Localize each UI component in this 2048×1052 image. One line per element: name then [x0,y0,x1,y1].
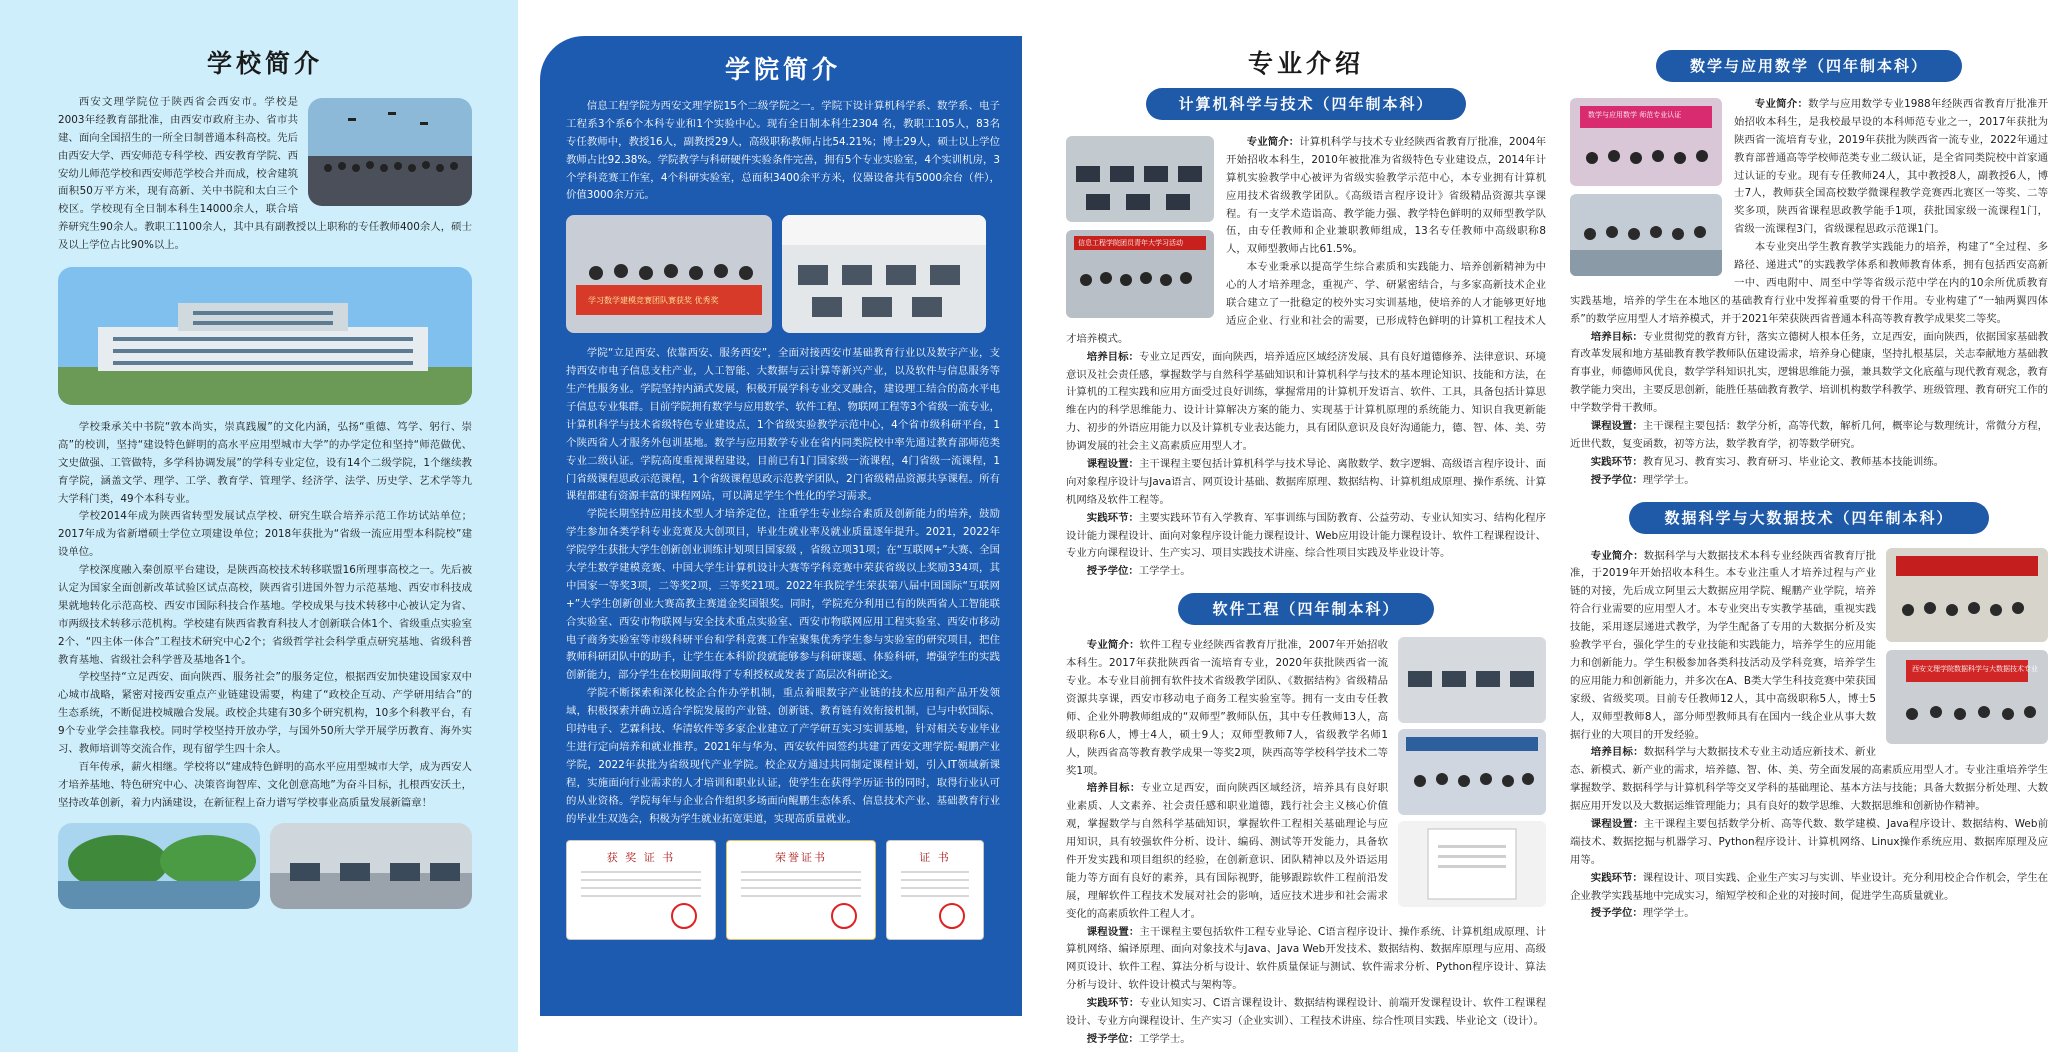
majors-title: 专业介绍 [1247,49,1364,78]
certificate-3-title: 证 书 [919,851,951,865]
math-goal-label: 培养目标： [1590,330,1643,343]
math-goal: 培养目标：专业贯彻党的教育方针，落实立德树人根本任务，立足西安，面向陕西，依据国家基础教育改革发展和地方基础教育教学教师队伍建设需求，培养身心健康，坚持扎根基层，关志奉献地方基础教育事业，师德师风优良，数学学科知识扎实，逻辑思维能力强，兼具数学文化底蕴与现代教育观念，教育教学能力突出，主要反思创新，能胜任基础教育教学、培训机构数学科教学、班级管理、教育研究工作的中学数学骨干教师。 [1570,330,2048,415]
panel-college-intro [518,0,1054,1052]
certificate-2-title: 荣誉证书 [775,851,827,865]
ds-degree-label: 授予学位： [1590,907,1643,920]
math-intro-2: 本专业突出学生教育教学实践能力的培养，构建了“全过程、多路径、递进式”的实践教学体系和教师教育体系，拥有包括西安高新一中、西电附中、周至中学等省级示范中学在内的10余所优质教育实践基地，培养的学生在本地区的基础教育行业中发挥着重要的骨干作用。专业构建了“一轴两翼四体系”的数学应用型人才培养模式，并于2021年荣获陕西省普通本科高等教育教学成果奖二等奖。 [1570,241,2048,325]
math-degree-label: 授予学位： [1590,473,1643,486]
se-degree-label: 授予学位： [1086,1032,1139,1045]
math-event-photo [1570,98,1722,186]
se-degree: 授予学位：工学学士。 [1086,1032,1191,1045]
math-intro-label: 专业简介： [1754,98,1809,110]
certificate-3 [886,840,984,940]
cs-practice-label: 实践环节： [1086,511,1139,524]
se-practice: 实践环节：专业认知实习、C语言课程设计、数据结构课程设计、前端开发课程设计、软件工程课程设计、专业方向课程设计、生产实习（企业实训）、工程技术讲座、综合性项目实践、毕业论文（设计）。 [1066,997,1546,1027]
math-course: 课程设置：主干课程主要包括：数学分析，高等代数，解析几何，概率论与数理统计，常微分方程，近世代数，复变函数，初等方法，数学教育学，初等数学研究。 [1570,420,2048,450]
cs-banner-text: 信息工程学院团员青年大学习活动 [1078,239,1183,247]
cs-degree: 授予学位：工学学士。 [1086,565,1191,578]
pill-computer-science: 计算机科学与技术（四年制本科） [1146,88,1466,120]
pill-data-science: 数据科学与大数据技术（四年制本科） [1629,502,1989,534]
pill-software-engineering: 软件工程（四年制本科） [1178,593,1434,625]
seal-icon [671,903,697,929]
cs-lab-photo [1066,136,1214,222]
se-goal-label: 培养目标： [1086,782,1141,795]
cs-photos [1066,136,1214,318]
panel-school-intro [0,0,518,1052]
ds-photos [1886,548,2048,744]
se-intro: 专业简介：软件工程专业经陕西省教育厅批准，2007年开始招收本科生。2017年获批陕西省一流培育专业，2020年获批陕西省一流专业。本专业目前拥有软件技术省级教学团队、《数据结构》省级精品资源共享课，西安市移动电子商务工程实验室等。拥有一支由专任教师、企业外聘教师组成的“双师型”教师队伍，其中专任教师13人，高级职称6人，博士4人，硕士9人；双师型教师7人，省级教学名师1人，陕西省高等教育教学成果一等奖2项，陕西高等学校科学技术二等奖1项。 [1066,639,1388,777]
pill-mathematics: 数学与应用数学（四年制本科） [1656,50,1962,82]
ds-banner-text: 西安文理学院数据科学与大数据技术专业 [1912,664,2038,673]
college-blue-card [540,36,1022,1016]
seal-icon [831,903,857,929]
school-para-6: 百年传承，薪火相继。学校将以“建成特色鲜明的高水平应用型城市大学，成为西安人才培养基地、特色研究中心、决策咨询智库、文化创意高地”为奋斗目标，扎根西安沃土，坚持改革创新，着力内涵建设，在新征程上奋力谱写学校事业高质量发展新篇章！ [58,760,472,809]
college-para-4: 学院不断探索和深化校企合作办学机制，重点着眼数字产业链的技术应用和产品开发领域，积极探索并确立适合学院发展的产业链、创新链、教育链有效衔接机制，已与中软国际、印持电子、艺霖科技、华清软件等多家企业建立了产学研互实习实训基地，针对相关专业毕业生进行定向培养和就业推荐。2021年与华为、西安软件园签约共建了西安文理学院-鲲鹏产业学院，2022年获批为省级现代产业学院。校企双方通过共同制定课程计划，引入IT领域新课程，实施面向行业需求的人才培训和职业认证，使学生在获得学历证书的同时，取得行业认可的从业资格。学院每年与企业合作组织多场面向鲲鹏生态体系、信息技术产业、基础教育行业的毕业生双选会，积极为学生就业拓宽渠道，实现高质量就业。 [566,687,1000,825]
se-group-photo [1398,729,1546,815]
ds-practice-label: 实践环节： [1590,871,1643,884]
cs-practice: 实践环节：主要实践环节有入学教育、军事训练与国防教育、公益劳动、专业认知实习、结构化程序设计能力课程设计、面向对象程序设计能力课程设计、Web应用设计能力课程设计、软件工程课程设计、专业方向课程设计、生产实习、项目实践技术讲座、综合性项目实践及毕业设计等。 [1066,511,1546,560]
certificate-2 [726,840,876,940]
school-para-5: 学校坚持“立足西安、面向陕西、服务社会”的服务定位，根据西安加快建设国家双中心城市战略，紧密对接西安重点产业链建设需要，构建了“政校企互动、产学研用结合”的生态系统，不断促进校城融合发展。政校企共建有30多个研究机构，10多个科教平台，有9个专业学会挂靠我校。同时学校坚持开放办学，与国外50所大学开展学历教育、海外实习、教师培训等交流合作，现有留学生四十余人。 [58,671,472,756]
math-intro: 专业简介：数学与应用数学专业1988年经陕西省教育厅批准开始招收本科生，是我校最早设的本科师范专业之一，2017年获批为陕西省一流培育专业，2019年获批为陕西省一流专业，2022年通过教育部普通高等学校师范类专业二级认证，是全省同类院校中首家通过认证的专业。现有专任教师24人，其中教授8人，副教授6人，博士7人，教师获全国高校数学微课程教学竞赛西北赛区一等奖、二等奖多项，陕西省课程思政教学能手1项，获批国家级一流课程1门，省级一流课程3门，省级课程思政示范课1门。 [1734,98,2048,236]
ds-goal-label: 培养目标： [1590,746,1644,759]
campus-photo [58,267,472,405]
certificate-1 [566,840,716,940]
se-course-label: 课程设置： [1086,925,1140,938]
cs-goal-label: 培养目标： [1086,350,1139,363]
se-goal: 培养目标：专业立足西安，面向陕西区域经济，培养具有良好职业素质、人文素养、社会责任感和职业道德，践行社会主义核心价值观，掌握数学与自然科学基础知识，掌握软件工程相关基础理论与应用知识，具有较强软件分析、设计、编码、测试等开发能力，具备软件开发实践和项目组织的经验，在创新意识、团队精神以及外语运用能力等方面有良好的素养，具有国际视野，能够跟踪软件工程前沿发展，理解软件工程技术发展对社会的影响，适应技术进步和社会需求变化的高素质软件工程人才。 [1066,782,1389,920]
se-certificate-photo [1398,821,1546,907]
ds-practice: 实践环节：课程设计、项目实践、企业生产实习与实训、毕业设计。充分利用校企合作机会，学生在企业教学实践基地中完成实习，缩短学校和企业的对接时间，促进学生高质量就业。 [1570,871,2048,902]
cs-goal: 培养目标：专业立足西安，面向陕西，培养适应区域经济发展、具有良好道德修养、法律意识、环境意识及社会责任感，掌握数学与自然科学基础知识和计算机科学与技术的基本理论知识、技能和方法，在计算机的工程实践和应用方面受过良好训练，掌握常用的计算机开发语言、软件、工具，具备包括计算思维在内的科学思维能力、设计计算解决方案的能力、实现基于计算机原理的系统能力、知识自我更新能力、初步的外语应用能力以及计算机专业表达能力，具有团队意识及良好沟通能力，德、智、体、美、劳协调发展的社会主义高素质应用型人才。 [1066,350,1546,453]
se-practice-label: 实践环节： [1086,997,1140,1010]
math-group-photo [1570,194,1722,276]
math-practice: 实践环节：教育见习、教育实习、教育研习、毕业论文、教师基本技能训练。 [1590,455,1945,468]
math-banner-text: 数学与应用数学 师范专业认证 [1588,111,1682,119]
math-course-label: 课程设置： [1590,420,1643,433]
school-para-2: 学校秉承关中书院“敦本尚实，崇真践履”的文化内涵，弘扬“重德、笃学、躬行、崇高”的校训，坚持“建设特色鲜明的高水平应用型城市大学”的办学定位和坚持“师范做优、文史做强、工管做特，多学科协调发展”的学科专业定位，设有14个二级学院，1个继续教育学院，涵盖文学、理学、工学、教育学、管理学、经济学、法学、历史学、艺术学等九大学科门类，49个本科专业。 [58,421,472,505]
college-para-2: 学院“立足西安、依靠西安、服务西安”，全面对接西安市基础教育行业以及数字产业，支持西安市电子信息支柱产业，人工智能、大数据与云计算等新兴产业，以及软件与信息服务等生产性服务业。学院坚持内涵式发展，积极开展学科专业交叉融合，建设理工结合的高水平电子信息专业集群。目前学院拥有数学与应用数学、软件工程、物联网工程等3个省级一流专业，计算机科学与技术省级特色专业建设点，1个省级实验教学示范中心，4个省市级科研平台，1个陕西省人才服务外包训基地。数学与应用数学专业在省内同类院校中率先通过教育部师范类专业二级认证。学院高度重视课程建设，目前已有1门国家级一流课程，4门省级一流课程，1门省级课程思政示范课程，1个省级课程思政示范教学团队，2门省级精品资源共享课程。所有课程都建有资源丰富的课程网站，可以满足学生个性化的学习需求。 [566,347,1000,503]
school-para-1: 西安文理学院位于陕西省会西安市。学校是2003年经教育部批准，由西安市政府主办、省市共建、面向全国招生的一所全日制普通本科高校。先后由西安大学、西安师范专科学校、西安教育学院、西安幼儿师范学校和西安师范学校合并而成，校舍建筑面积50万平方米，现有高新、关中书院和太白三个校区。学校现有全日制本科生14000余人，联合培养研究生90余人。教职工1100余人，其中具有副教授以上职称的专任教师400余人，硕士及以上学位占比90%以上。 [58,96,472,252]
library-photo [270,823,472,909]
school-para-3: 学校2014年成为陕西省转型发展试点学校、研究生联合培养示范工作坊试站单位；2017年成为省新增硕士学位立项建设单位；2018年获批为“省级一流应用型本科院校”建设单位。 [58,510,472,559]
cs-degree-label: 授予学位： [1086,565,1139,578]
math-practice-label: 实践环节： [1590,455,1643,468]
ds-intro: 专业简介：数据科学与大数据技术本科专业经陕西省教育厅批准，于2019年开始招收本科生。本专业注重人才培养过程与产业链的对接，先后成立阿里云大数据应用学院、鲲鹏产业学院，培养符合行业需要的应用型人才。本专业突出专实教学基础，重视实践技能，采用逐层递进式教学，为学生配备了专用的大数据分析及实验教学平台，强化学生的专业技能和实践能力，培养学生的应用能力和创新能力。学生积极参加各类科技活动及学科竞赛，培养学生的应用能力和创新能力，并多次在A、B类大学生科技竞赛中荣获国家级、省级奖项。目前专任教师12人，其中高级职称5人，博士5人，双师型教师8人，部分师型教师具有在国内一线企业从事大数据行业的大项目的开发经验。 [1570,549,1877,741]
cs-course-label: 课程设置： [1086,458,1139,471]
award-team-photo [566,215,772,333]
ds-course-label: 课程设置： [1590,817,1644,830]
graduation-photo [308,98,472,206]
certificate-1-title: 获 奖 证 书 [606,851,676,865]
math-photos [1570,98,1722,276]
seal-icon [939,903,965,929]
cs-intro-label: 专业简介： [1246,136,1300,148]
se-lab-photo [1398,637,1546,723]
ds-event-photo [1886,548,2048,642]
school-title: 学校简介 [206,49,323,78]
cs-intro: 专业简介：计算机科学与技术专业经陕西省教育厅批准，2004年开始招收本科生，2010年被批准为省级特色专业建设点，2014年计算机实验教学中心被评为省级实验教学示范中心，本专业拥有计算机应用技术省级教学团队。《高级语言程序设计》省级精品资源共享课程。有一支学术造诣高、教学能力强、教学特色鲜明的双师型教学队伍，由专任教师和企业兼职教师组成，13名专任教师中高级职称8人，双师型教师占比61.5%。 [1226,136,1546,256]
panel-majors-2 [1558,0,2048,1052]
se-photos [1398,637,1546,907]
computer-lab-photo [782,215,986,333]
ds-intro-label: 专业简介： [1590,549,1644,562]
college-para-1: 信息工程学院为西安文理学院15个二级学院之一。学院下设计算机科学系、数学系、电子工程系3个系6个本科专业和1个实验中心。现有全日制本科生2304 名，教职工105人，83名专任教师中，教授16人，副教授29人，高级职称教师占比54.21%；博士29人，硕士以上学位教师占比92.38%。学院教学与科研硬件实验条件完善，拥有5个专业实验室，4个实训机房，3个学科竞赛工作室，4个科研实验室，总面积3400余平方米，仪器设备共有5000余台（件），价值3000余万元。 [566,100,1000,202]
award-banner-text: 学习数学建模竞赛团队赛获奖 优秀奖 [588,296,719,306]
cs-group-photo [1066,230,1214,318]
ds-degree: 授予学位：理学学士。 [1590,907,1695,920]
cs-course: 课程设置：主干课程主要包括计算机科学与技术导论、离散数学、数字逻辑、高级语言程序设计、面向对象程序设计与Java语言、网页设计基础、数据库原理、数据结构、计算机组成原理、操作系统、计算机网络及软件工程等。 [1066,458,1546,506]
panel-majors-1 [1054,0,1558,1052]
college-title: 学院简介 [724,55,841,84]
math-degree: 授予学位：理学学士。 [1590,473,1695,486]
ds-group-photo [1886,650,2048,744]
ds-course: 课程设置：主干课程主要包括数学分析、高等代数、数学建模、Java程序设计、数据结构、Web前端技术、数据挖掘与机器学习、Python程序设计、计算机网络、Linux操作系统应用、数据库原理及应用等。 [1570,817,2048,866]
lake-photo [58,823,260,909]
se-intro-label: 专业简介： [1086,639,1140,652]
se-course: 课程设置：主干课程主要包括软件工程专业导论、C语言程序设计、操作系统、计算机组成原理、计算机网络、编译原理、面向对象技术与Java、Java Web开发技术、数据结构、数据库原理与应用、高级网页设计、软件工程、算法分析与设计、软件质量保证与测试、软件需求分析、Python程序设计、算法分析与设计、软件设计模式与架构等。 [1066,925,1546,992]
college-para-3: 学院长期坚持应用技术型人才培养定位，注重学生专业综合素质及创新能力的培养，鼓励学生参加各类学科专业竞赛及大创项目，毕业生就业率及就业质量逐年提升。2021，2022年学院学生获批大学生创新创业训练计划项目国家级 ，省级立项31项；在“互联网+”大赛、全国大学生数学建模竞赛、中国大学生计算机设计大赛等学科竞赛中荣获省级以上奖励334项，其中国家一等奖3项，二等奖2项，三等奖21项。2022年我院学生荣获第八届中国国际“互联网+”大学生创新创业大赛高教主赛道金奖国银奖。同时，学院充分利用已有的陕西省人工智能联合实验室、西安市物联网与安全技术重点实验室、西安市物联网应用工程实验室、西安市移动电子商务实验室等市级科研平台和学科竞赛工作室聚集优秀学生参与实验室的研究项目，把住教师科研团队中的助手，让学生在本科阶段就能够参与科研课题、体验科研，增强学生的实践创新能力，部分学生在校期间取得了专利授权或发表了高层次科研论文。 [566,508,1000,682]
cs-intro-2: 本专业秉承以提高学生综合素质和实践能力、培养创新精神为中心的人才培养理念，重视产、学、研紧密结合，与多家高新技术企业联合建立了一批稳定的校外实习实训基地，使培养的人才能够更好地适应企业、行业和社会的需要，已形成特色鲜明的计算机工程技术人才培养模式。 [1066,261,1546,345]
ds-goal: 培养目标：数据科学与大数据技术专业主动适应新技术、新业态、新模式、新产业的需求，培养德、智、体、美、劳全面发展的高素质应用型人才。专业注重培养学生掌握数学、数据科学与计算机科学等交叉学科的基础理论、基本方法与技能；具备大数据分析处理、大数据应用开发以及大数据运维管理能力；具有良好的数学思维、大数据思维和创新协作精神。 [1570,746,2048,813]
school-para-4: 学校深度融入秦创原平台建设，是陕西高校技术转移联盟16所理事高校之一。先后被认定为国家全面创新改革试验区试点高校，陕西省引进国外智力示范基地、西安市科技成果就地转化示范高校、西安市国际科技合作基地。学校成果与技术转移中心被认定为省、市两级技术转移示范机构。学校建有陕西省教育科技人才创新联合体1个、省级重点实验室2个、“四主体一体合”工程技术研究中心2个；省级哲学社会科学重点研究基地、省级科普教育基地、省级社会科学普及基地各1个。 [58,564,472,666]
